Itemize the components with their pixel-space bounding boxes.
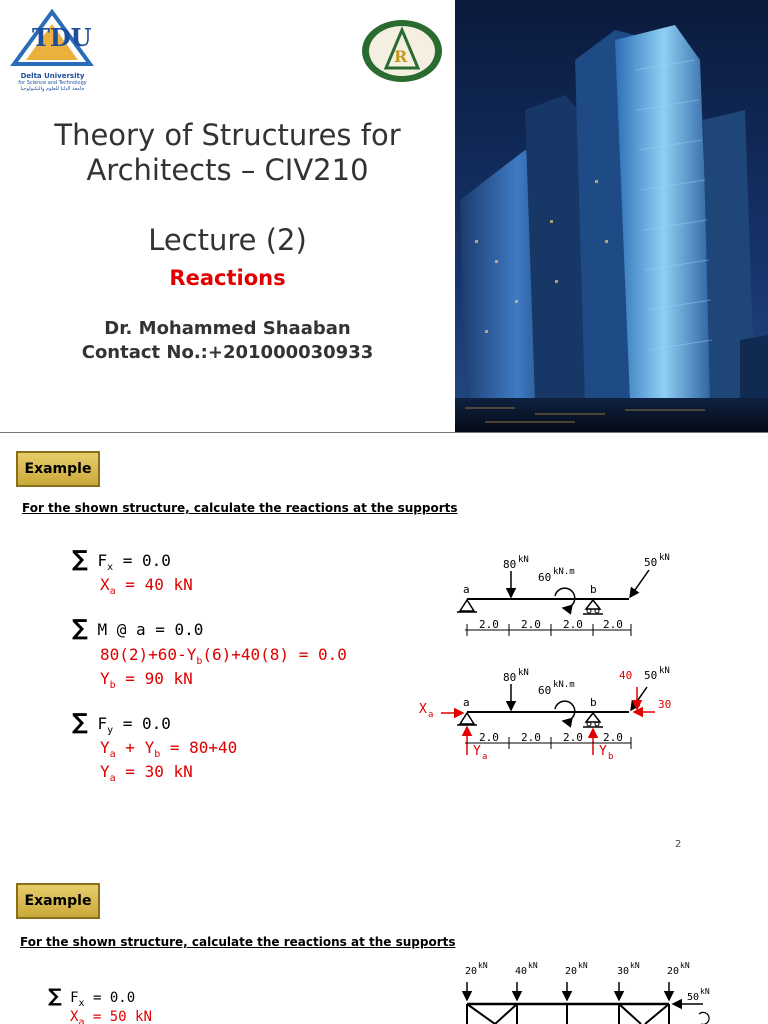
roller-support-b bbox=[586, 713, 600, 722]
reaction-label: Y bbox=[599, 744, 607, 759]
eq-subscript: a bbox=[109, 773, 116, 785]
eq-rest: = 30 kN bbox=[115, 762, 193, 781]
unit-label: kN bbox=[700, 987, 710, 996]
span-label: 2.0 bbox=[603, 618, 623, 631]
unit-label: kN bbox=[630, 961, 640, 970]
faculty-seal bbox=[360, 18, 444, 84]
eq-subscript: x bbox=[107, 562, 114, 574]
unit-label: kN bbox=[518, 668, 529, 678]
span-label: 2.0 bbox=[563, 618, 583, 631]
unit-label: kN bbox=[478, 961, 488, 970]
eq-term: Y bbox=[100, 669, 110, 688]
course-title-line2: Architects – CIV210 bbox=[86, 153, 369, 187]
unit-label: kN.m bbox=[553, 680, 575, 690]
author-name: Dr. Mohammed Shaaban bbox=[104, 318, 351, 339]
truss-diagram bbox=[455, 956, 725, 1024]
page-number: 2 bbox=[675, 839, 682, 850]
eq-subscript: b bbox=[154, 749, 161, 761]
eq-subscript: y bbox=[107, 725, 114, 737]
loading-diagram bbox=[457, 553, 670, 636]
span-label: 2.0 bbox=[479, 618, 499, 631]
beam-diagram bbox=[405, 544, 695, 784]
side-load-label: 50 bbox=[687, 992, 700, 1003]
title-slide bbox=[0, 0, 768, 433]
eq-subscript: b bbox=[109, 680, 116, 692]
unit-label: kN.m bbox=[553, 567, 575, 577]
truss-load-label: 20 bbox=[667, 966, 680, 977]
load-label: 50 bbox=[644, 556, 658, 569]
unit-label: kN bbox=[578, 961, 588, 970]
yb-result bbox=[100, 667, 193, 697]
eq-term: F bbox=[97, 551, 108, 570]
load-label: 50 bbox=[644, 669, 658, 682]
inclined-load-50 bbox=[630, 570, 649, 597]
unit-label: kN bbox=[528, 961, 538, 970]
reaction-subscript: a bbox=[482, 752, 488, 762]
unit-label: kN bbox=[659, 553, 670, 563]
eq-rest: = 90 kN bbox=[115, 669, 193, 688]
sigma-symbol: ∑ bbox=[72, 710, 88, 735]
example-badge: Example bbox=[16, 883, 100, 919]
roller-support-b bbox=[586, 600, 600, 609]
eq-subscript: a bbox=[109, 586, 116, 598]
pin-support-a bbox=[460, 713, 474, 724]
node-label: a bbox=[463, 696, 470, 709]
eq-subscript: a bbox=[78, 1016, 85, 1024]
moment-label: 60 bbox=[538, 571, 552, 584]
eq-term: F bbox=[70, 990, 79, 1006]
eq-term: Y bbox=[100, 738, 110, 757]
node-label: a bbox=[463, 583, 470, 596]
eq-subscript: a bbox=[109, 749, 116, 761]
lecture-topic: Reactions bbox=[169, 266, 286, 290]
truss-load-label: 30 bbox=[617, 966, 630, 977]
eq-term: + Y bbox=[115, 738, 155, 757]
span-label: 2.0 bbox=[603, 731, 623, 744]
seal-emblem-icon bbox=[360, 18, 444, 84]
sigma-symbol: ∑ bbox=[72, 547, 88, 572]
task-statement: For the shown structure, calculate the reactions at the supports bbox=[22, 501, 458, 515]
eq-rest: = 50 kN bbox=[84, 1009, 152, 1024]
example-badge: Example bbox=[16, 451, 100, 487]
span-label: 2.0 bbox=[521, 731, 541, 744]
load-label: 80 bbox=[503, 671, 517, 684]
pin-support-a bbox=[460, 600, 474, 611]
xa-result bbox=[70, 1006, 152, 1024]
span-label: 2.0 bbox=[563, 731, 583, 744]
course-title bbox=[0, 118, 455, 188]
reaction-subscript: a bbox=[428, 710, 434, 720]
eq-term: X bbox=[70, 1009, 79, 1024]
example-slide-1 bbox=[0, 434, 768, 866]
skyscraper-photo bbox=[455, 0, 768, 432]
free-body-diagram bbox=[419, 666, 671, 762]
span-label: 2.0 bbox=[521, 618, 541, 631]
task-statement: For the shown structure, calculate the reactions at the supports bbox=[20, 935, 456, 949]
span-label: 2.0 bbox=[479, 731, 499, 744]
svg-text:R: R bbox=[394, 47, 408, 66]
load-label: 80 bbox=[503, 558, 517, 571]
delta-triangle-icon bbox=[10, 8, 95, 68]
reaction-label: Y bbox=[473, 744, 481, 759]
eq-rest: = 80+40 bbox=[160, 738, 238, 757]
eq-rest: = 0.0 bbox=[84, 990, 136, 1006]
sigma-symbol: ∑ bbox=[48, 985, 62, 1007]
unit-label: kN bbox=[518, 555, 529, 565]
eq-term: Y bbox=[100, 762, 110, 781]
unit-label: kN bbox=[659, 666, 670, 676]
truss-load-label: 20 bbox=[465, 966, 478, 977]
eq-rest: = 0.0 bbox=[113, 551, 171, 570]
node-label: b bbox=[590, 696, 597, 709]
course-title-line1: Theory of Structures for bbox=[54, 118, 401, 152]
reaction-label: X bbox=[419, 702, 427, 717]
truss-load-label: 40 bbox=[515, 966, 528, 977]
eq-term: X bbox=[100, 575, 110, 594]
eq-term: 80(2)+60-Y bbox=[100, 645, 197, 664]
eq-term: F bbox=[97, 714, 108, 733]
component-label: 40 bbox=[619, 669, 633, 682]
svg-text:TDU: TDU bbox=[32, 23, 92, 52]
university-name: Delta University bbox=[20, 72, 85, 80]
unit-label: kN bbox=[680, 961, 690, 970]
reaction-subscript: b bbox=[608, 752, 614, 762]
delta-university-logo bbox=[10, 8, 95, 90]
eq-rest: (6)+40(8) = 0.0 bbox=[202, 645, 347, 664]
inclined-load-50 bbox=[631, 687, 647, 710]
eq-rest: = 40 kN bbox=[115, 575, 193, 594]
eq-subscript: b bbox=[196, 656, 203, 668]
moment-label: 60 bbox=[538, 684, 552, 697]
node-label: b bbox=[590, 583, 597, 596]
truss-load-label: 20 bbox=[565, 966, 578, 977]
eq-rest: = 0.0 bbox=[113, 714, 171, 733]
component-label: 30 bbox=[658, 698, 672, 711]
sigma-symbol: ∑ bbox=[72, 616, 88, 641]
university-arabic: جامعة الدلتا للعلوم والتكنولوجيا bbox=[20, 86, 85, 92]
eq-term: M @ a = 0.0 bbox=[97, 620, 204, 639]
xa-result bbox=[100, 573, 193, 603]
eq-subscript: x bbox=[78, 997, 85, 1009]
example-slide-2 bbox=[0, 868, 768, 1024]
sum-moment-equation bbox=[72, 617, 203, 641]
university-subtitle: for Science and Technology bbox=[18, 80, 87, 86]
contact-number: Contact No.:+201000030933 bbox=[81, 342, 374, 363]
lecture-number: Lecture (2) bbox=[148, 223, 307, 257]
ya-result bbox=[100, 760, 193, 790]
